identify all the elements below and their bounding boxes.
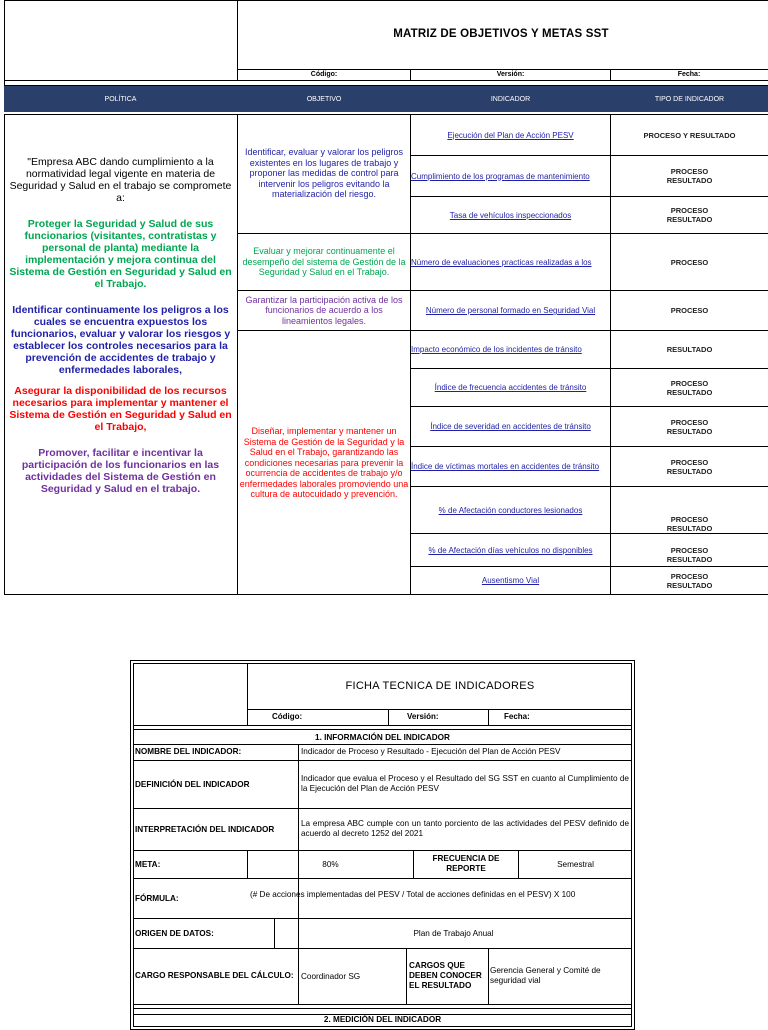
indicator-link[interactable]: Ausentismo Vial <box>481 576 540 585</box>
origen-label: ORIGEN DE DATOS: <box>135 928 214 938</box>
ficha-title: FICHA TECNICA DE INDICADORES <box>345 680 535 692</box>
cargos-conocer-label: CARGOS QUE DEBEN CONOCER EL RESULTADO <box>409 961 482 990</box>
indicator-link[interactable]: Ejecución del Plan de Acción PESV <box>447 130 574 140</box>
interpretacion-label: INTERPRETACIÓN DEL INDICADOR <box>135 824 275 834</box>
indicator-link[interactable]: Índice de severidad en accidentes de tránsito <box>430 422 591 431</box>
header-indicador: INDICADOR <box>411 86 610 112</box>
origen-value: Plan de Trabajo Anual <box>413 928 494 938</box>
indicator-type: PROCESO <box>670 306 709 315</box>
indicator-type: PROCESO <box>670 257 709 267</box>
definicion-value: Indicador que evalua el Proceso y el Resultado del SG SST en cuanto al Cumplimiento de la Ejecución del Plan de Acción PESV <box>301 774 629 793</box>
header-objetivo: OBJETIVO <box>238 86 410 112</box>
nombre-value: Indicador de Proceso y Resultado - Ejecución del Plan de Acción PESV <box>301 747 561 756</box>
policy-text <box>5 156 236 495</box>
frecuencia-label: FRECUENCIA DE REPORTE <box>432 854 500 873</box>
ficha-fecha-label: Fecha: <box>504 712 530 721</box>
formula-value: (# De acciones implementadas del PESV / Total de acciones definidas en el PESV) X 100 <box>250 889 576 899</box>
section-1-title: 1. INFORMACIÓN DEL INDICADOR <box>315 732 450 742</box>
indicator-link[interactable]: % de Afectación días vehículos no disponibles <box>428 545 593 555</box>
indicator-type: PROCESO RESULTADO <box>666 417 713 436</box>
matrix-fecha-label: Fecha: <box>677 71 701 78</box>
section-2-title: 2. MEDICIÓN DEL INDICADOR <box>323 1015 442 1024</box>
indicator-type: PROCESO RESULTADO <box>666 515 713 533</box>
indicator-link[interactable]: Índice de frecuencia accidentes de tránsito <box>434 383 587 392</box>
indicator-link[interactable]: % de Afectación conductores lesionados <box>438 505 583 515</box>
indicator-type: PROCESO RESULTADO <box>666 457 713 476</box>
indicator-type: PROCESO RESULTADO <box>666 571 713 590</box>
header-politica: POLÍTICA <box>4 86 237 112</box>
policy-point-promote: Promover, facilitar e incentivar la participación de los funcionarios en las actividades del Sistema de Gestión en Seguridad y Salud en el trabajo. <box>21 447 220 495</box>
objective-design: Diseñar, implementar y mantener un Sistema de Gestión de la Seguridad y la Salud en el Trabajo, garantizando las condiciones necesarias para prevenir la ocurrencia de accidentes de trabajo y/o enfermedades laborales promoviendo una cultura de autocuidado y prevención. <box>239 426 409 500</box>
indicator-type: PROCESO RESULTADO <box>666 546 713 564</box>
objective-participation: Garantizar la participación activa de los funcionarios de acuerdo a los lineamientos legales. <box>245 294 403 326</box>
indicator-type: PROCESO RESULTADO <box>666 378 713 397</box>
matrix-title: MATRIZ DE OBJETIVOS Y METAS SST <box>393 28 609 40</box>
nombre-label: NOMBRE DEL INDICADOR: <box>135 747 242 756</box>
indicator-link[interactable]: Índice de víctimas mortales en accidentes de tránsito <box>411 462 600 471</box>
meta-value: 80% <box>322 859 339 869</box>
objective-evaluate: Evaluar y mejorar continuamente el desempeño del sistema de Gestión de la Seguridad y Salud en el Trabajo. <box>242 246 406 278</box>
indicator-type: PROCESO RESULTADO <box>666 167 713 185</box>
indicator-link[interactable]: Tasa de vehículos inspeccionados <box>449 210 572 220</box>
cargo-value: Coordinador SG <box>301 971 361 981</box>
ficha-version-label: Versión: <box>407 712 439 721</box>
indicator-link[interactable]: Número de personal formado en Seguridad Vial <box>425 306 596 315</box>
indicator-type: RESULTADO <box>666 345 713 354</box>
definicion-label: DEFINICIÓN DEL INDICADOR <box>135 779 250 789</box>
matrix-codigo-label: Código: <box>310 71 338 78</box>
policy-point-identify: Identificar continuamente los peligros a los cuales se encuentra expuestos los funcionarios, evaluar y valorar los riesgos y establecer los controles necesarios para la prevención de accidentes de trabajo y enfermedades laborales, <box>10 304 231 376</box>
meta-label: META: <box>135 859 161 869</box>
policy-point-resources: Asegurar la disponibilidad de los recursos necesarios para implementar y mantener el Sistema de Gestión en Seguridad y Salud en el Trabajo, <box>9 385 232 433</box>
indicator-type: PROCESO RESULTADO <box>666 206 713 224</box>
objective-identify: Identificar, evaluar y valorar los peligros existentes en los lugares de trabajo y proponer las medidas de control para intervenir los peligros evitando la materialización del riesgo. <box>244 147 404 200</box>
frecuencia-value: Semestral <box>557 859 594 869</box>
ficha-codigo-label: Código: <box>272 712 303 721</box>
cargos-conocer-value: Gerencia General y Comité de seguridad vial <box>490 966 601 985</box>
indicator-link[interactable]: Cumplimiento de los programas de mantenimiento <box>411 171 590 181</box>
interpretacion-value: La empresa ABC cumple con un tanto porciento de las actividades del PESV definido de acuerdo al decreto 1252 del 2021 <box>301 819 629 838</box>
indicator-link[interactable]: Impacto económico de los incidentes de tránsito <box>411 345 582 354</box>
indicator-link[interactable]: Número de evaluaciones practicas realizadas a los <box>411 257 592 267</box>
indicator-type: PROCESO Y RESULTADO <box>643 130 736 140</box>
matrix-version-label: Versión: <box>496 71 525 78</box>
policy-point-protect: Proteger la Seguridad y Salud de sus funcionarios (visitantes, contratistas y personal de planta) mediante la implementación y mejora continua del Sistema de Gestión en Seguridad y Salud en el Trabajo. <box>9 218 232 290</box>
policy-intro: "Empresa ABC dando cumplimiento a la normatividad legal vigente en materia de Seguridad y Salud en el trabajo se compromete a: <box>9 156 232 204</box>
formula-label: FÓRMULA: <box>135 893 179 903</box>
header-tipo: TIPO DE INDICADOR <box>611 86 768 112</box>
cargo-label: CARGO RESPONSABLE DEL CÁLCULO: <box>135 971 294 980</box>
